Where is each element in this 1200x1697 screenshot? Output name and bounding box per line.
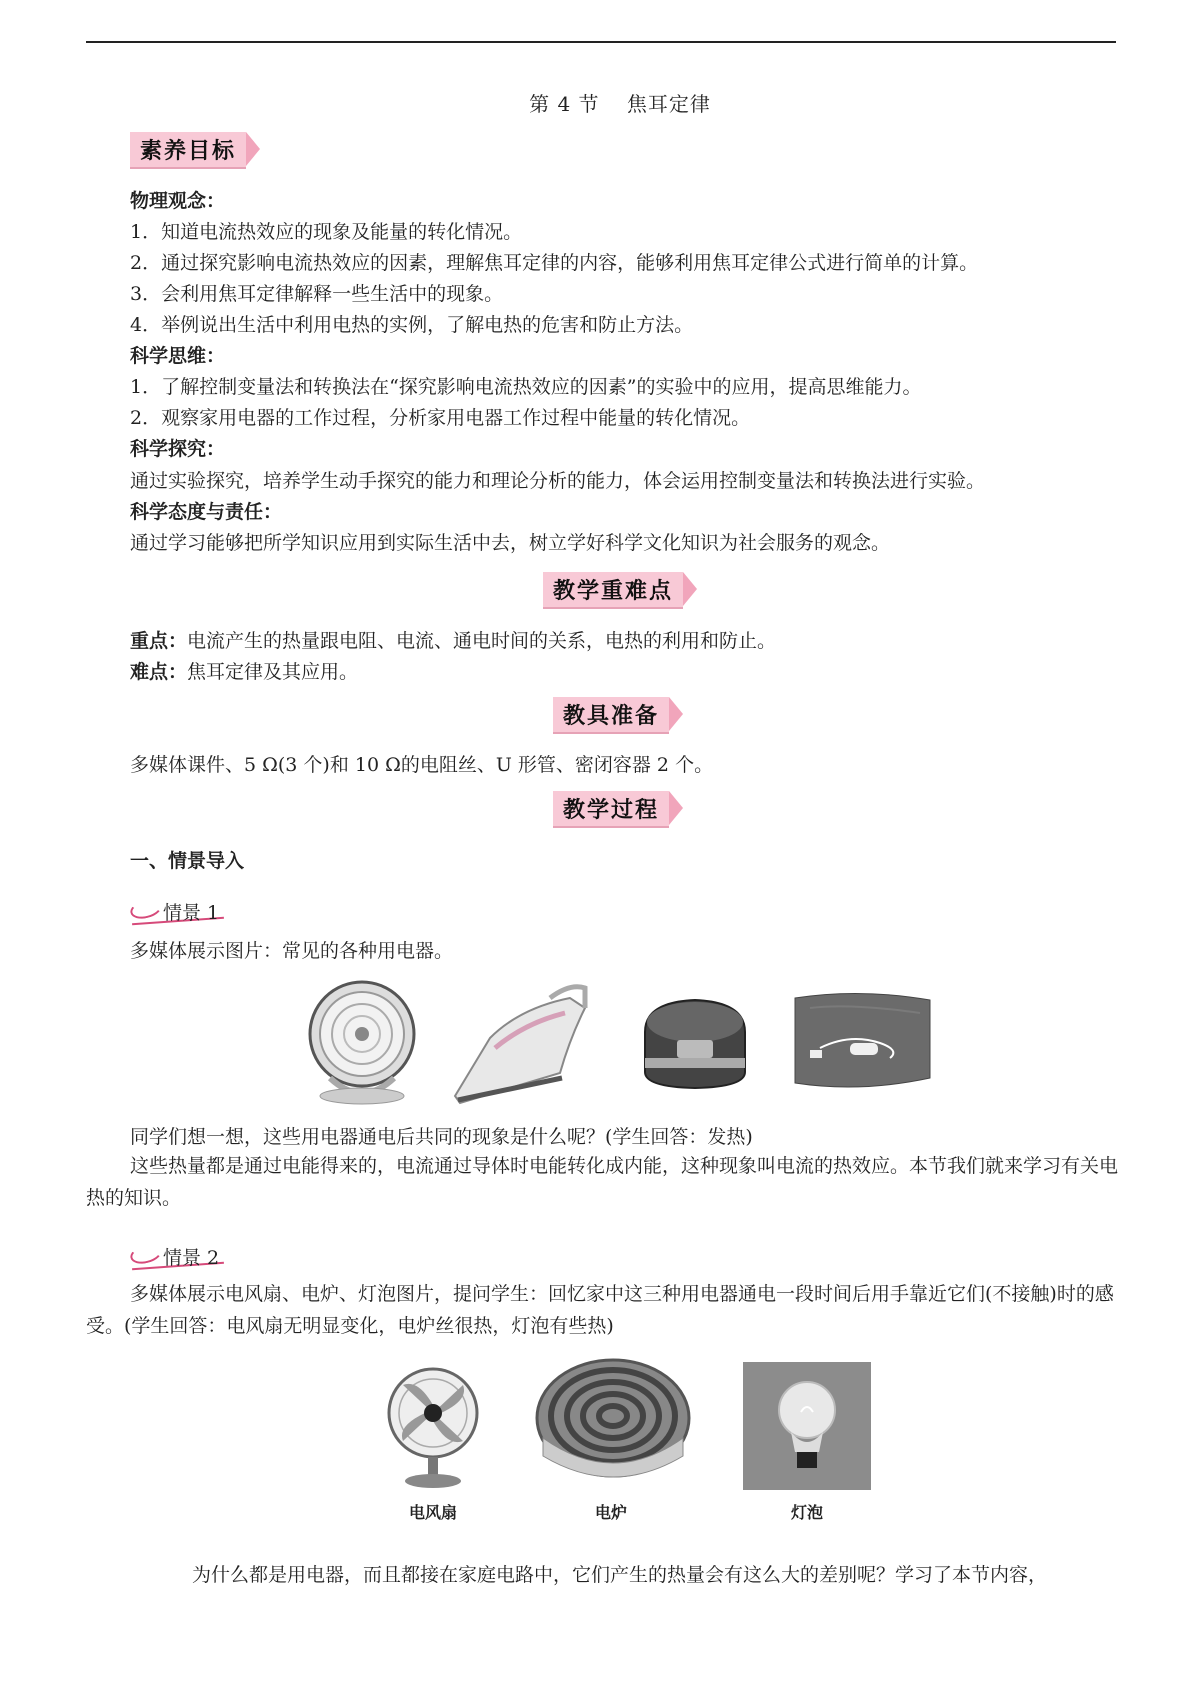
- banner-arrow-icon: [246, 132, 260, 166]
- light-bulb-image: [743, 1362, 871, 1490]
- heater-image: [300, 978, 425, 1106]
- scene2-intro: 多媒体展示电风扇、电炉、灯泡图片，提问学生：回忆家中这三种用电器通电一段时间后用手靠近它们(不接触)时的感受。(学生回答：电风扇无明显变化，电炉丝很热，灯泡有些热): [86, 1283, 1114, 1337]
- scene-mark-icon: [128, 1241, 164, 1267]
- top-rule: [86, 41, 1116, 43]
- attitude-heading: 科学态度与责任：: [130, 501, 283, 523]
- inquiry-text: 通过实验探究，培养学生动手探究的能力和理论分析的能力，体会运用控制变量法和转换法进行实验。: [130, 470, 986, 492]
- fan-image: [383, 1365, 483, 1493]
- scene1-marker: [130, 898, 250, 928]
- keypoints-banner: [543, 572, 697, 606]
- physics-item: 1．知道电流热效应的现象及能量的转化情况。: [130, 221, 523, 243]
- thinking-item: 2．观察家用电器的工作过程，分析家用电器工作过程中能量的转化情况。: [130, 407, 751, 429]
- goals-banner: [130, 132, 260, 166]
- section-number: 第 4 节: [529, 92, 600, 116]
- attitude-text: 通过学习能够把所学知识应用到实际生活中去，树立学好科学文化知识为社会服务的观念。: [130, 532, 891, 554]
- scene-mark-icon: [128, 896, 164, 922]
- scene1-intro: 多媒体展示图片：常见的各种用电器。: [130, 940, 454, 962]
- tools-banner-label: 教具准备: [553, 697, 669, 732]
- page-title: [0, 88, 1200, 117]
- bulb-caption: 灯泡: [790, 1503, 823, 1522]
- hard-point: [130, 657, 358, 684]
- scene1-explain: 这些热量都是通过电能得来的，电流通过导体时电能转化成内能，这种现象叫电流的热效应。本节我们就来学习有关电热的知识。: [86, 1155, 1119, 1209]
- scene1-question: 同学们想一想，这些用电器通电后共同的现象是什么呢？(学生回答：发热): [130, 1126, 753, 1148]
- banner-arrow-icon: [669, 791, 683, 825]
- physics-item: 4．举例说出生活中利用电热的实例，了解电热的危害和防止方法。: [130, 314, 694, 336]
- process-banner-label: 教学过程: [553, 791, 669, 826]
- scene2-closing: 为什么都是用电器，而且都接在家庭电路中，它们产生的热量会有这么大的差别呢？学习了本节内容，: [192, 1564, 1048, 1586]
- section-title: 焦耳定律: [626, 92, 711, 116]
- key-point-text: 电流产生的热量跟电阻、电流、通电时间的关系，电热的利用和防止。: [187, 630, 777, 652]
- tools-text: 多媒体课件、5 Ω(3 个)和 10 Ω的电阻丝、U 形管、密闭容器 2 个。: [130, 754, 714, 776]
- thinking-heading: 科学思维：: [130, 345, 226, 367]
- banner-arrow-icon: [683, 572, 697, 606]
- keypoints-banner-label: 教学重难点: [543, 572, 683, 607]
- inquiry-heading: 科学探究：: [130, 438, 226, 460]
- hard-point-text: 焦耳定律及其应用。: [187, 661, 359, 683]
- electric-stove-image: [533, 1358, 693, 1488]
- goals-banner-label: 素养目标: [130, 132, 246, 167]
- electric-blanket-image: [790, 988, 935, 1093]
- scene2-label: 情景 2: [163, 1247, 220, 1269]
- physics-heading: 物理观念：: [130, 190, 226, 212]
- thinking-item: 1．了解控制变量法和转换法在“探究影响电流热效应的因素”的实验中的应用，提高思维能力。: [130, 376, 922, 398]
- key-point-label: 重点：: [130, 630, 188, 652]
- scene1-label: 情景 1: [163, 902, 220, 924]
- scene2-marker: [130, 1243, 250, 1273]
- hard-point-label: 难点：: [130, 661, 188, 683]
- fan-caption: 电风扇: [408, 1503, 457, 1522]
- physics-item: 2．通过探究影响电流热效应的因素，理解焦耳定律的内容，能够利用焦耳定律公式进行简单的计算。: [130, 252, 979, 274]
- stove-caption: 电炉: [594, 1503, 627, 1522]
- tools-banner: [553, 697, 683, 731]
- process-heading: 一、情景导入: [130, 850, 245, 872]
- rice-cooker-image: [635, 992, 755, 1092]
- process-banner: [553, 791, 683, 825]
- banner-arrow-icon: [669, 697, 683, 731]
- physics-item: 3．会利用焦耳定律解释一些生活中的现象。: [130, 283, 504, 305]
- iron-image: [450, 978, 590, 1108]
- key-point: [130, 626, 776, 653]
